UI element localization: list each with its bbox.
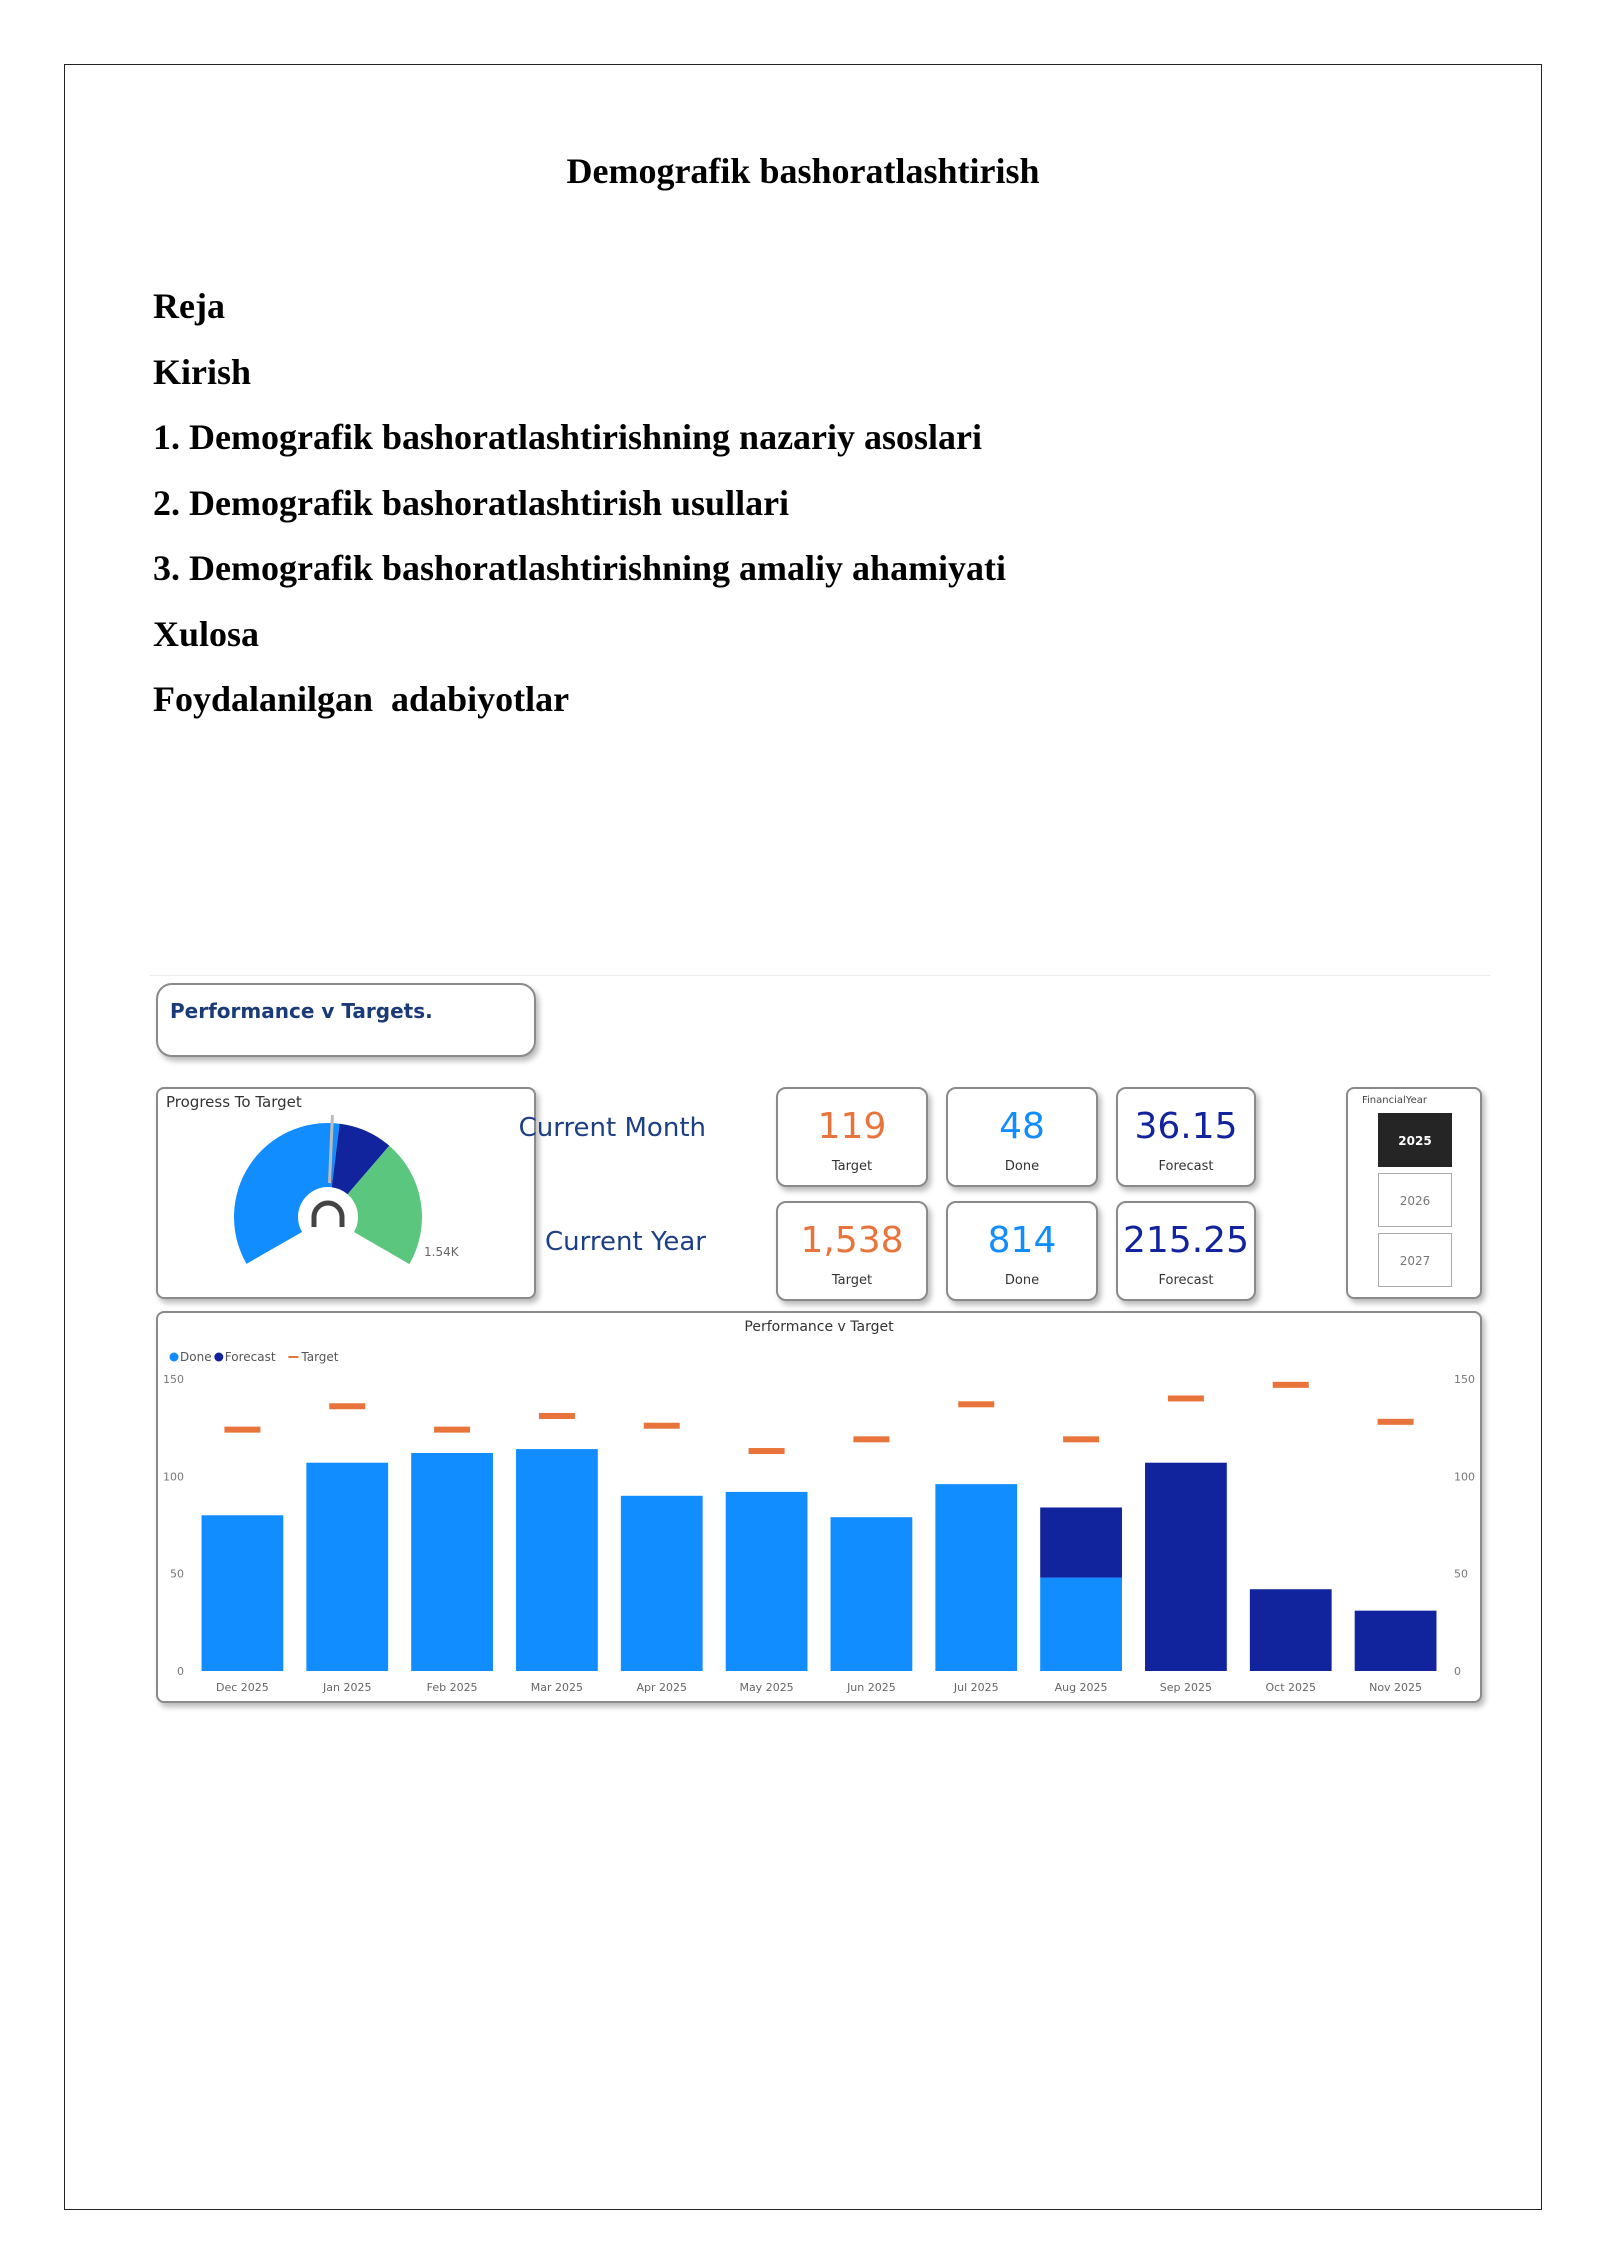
fy-option-2026[interactable]: 2026	[1378, 1173, 1452, 1227]
financial-year-title: FinancialYear	[1362, 1095, 1427, 1106]
kpi-month-done-caption: Done	[1004, 1159, 1040, 1174]
kpi-month-done	[946, 1087, 1098, 1187]
x-tick-label: Feb 2025	[426, 1681, 478, 1694]
target-marker	[434, 1427, 470, 1433]
kpi-year-done-caption: Done	[1004, 1273, 1040, 1288]
x-tick-label: Oct 2025	[1265, 1681, 1317, 1694]
target-marker	[853, 1436, 889, 1442]
target-marker	[539, 1413, 575, 1419]
kpi-year-target	[776, 1201, 928, 1301]
y-tick-left: 0	[177, 1665, 184, 1678]
progress-gauge	[158, 1089, 534, 1297]
target-marker	[1378, 1419, 1414, 1425]
dashboard-screenshot	[150, 975, 1490, 1715]
y-tick-right: 50	[1454, 1567, 1468, 1581]
legend-label-forecast: Forecast	[224, 1350, 276, 1364]
legend-label-done: Done	[180, 1350, 212, 1364]
performance-chart-card	[156, 1311, 1482, 1703]
target-marker	[644, 1423, 680, 1429]
kpi-year-forecast-value: 215.25	[1123, 1220, 1249, 1261]
y-tick-left: 50	[170, 1567, 184, 1581]
x-tick-label: Nov 2025	[1369, 1681, 1423, 1694]
y-tick-right: 150	[1454, 1373, 1475, 1386]
x-tick-label: Jan 2025	[323, 1681, 372, 1694]
toc-item-reja: Reja	[153, 286, 225, 326]
kpi-year-forecast-caption: Forecast	[1158, 1273, 1214, 1288]
kpi-month-forecast	[1116, 1087, 1256, 1187]
kpi-month-target-value: 119	[817, 1106, 887, 1147]
y-tick-right: 0	[1454, 1665, 1461, 1678]
document-title: Demografik bashoratlashtirish	[566, 151, 1040, 191]
toc-item-chapter-2: 2. Demografik bashoratlashtirish usullari	[153, 482, 790, 523]
bar-done	[726, 1492, 808, 1671]
x-tick-label: Aug 2025	[1054, 1681, 1108, 1694]
x-tick-label: Jun 2025	[847, 1681, 896, 1694]
gauge-title: Progress To Target	[166, 1093, 302, 1111]
x-tick-label: Jul 2025	[953, 1681, 999, 1694]
toc-item-references: Foydalanilgan adabiyotlar	[153, 679, 570, 719]
legend-marker-done	[170, 1353, 179, 1362]
target-marker	[958, 1401, 994, 1407]
target-marker	[749, 1448, 785, 1454]
x-tick-label: Apr 2025	[636, 1681, 688, 1694]
gauge-center-ring	[314, 1203, 342, 1227]
kpi-month-target-caption: Target	[831, 1159, 873, 1174]
kpi-month-forecast-value: 36.15	[1134, 1106, 1238, 1147]
legend-label-target: Target	[301, 1350, 339, 1364]
x-tick-label: Dec 2025	[216, 1681, 269, 1694]
current-year-label: Current Year	[545, 1227, 706, 1257]
toc-item-xulosa: Xulosa	[153, 613, 260, 654]
target-marker	[224, 1427, 260, 1433]
bar-done	[621, 1496, 703, 1671]
x-tick-label: May 2025	[739, 1681, 794, 1694]
kpi-year-forecast	[1116, 1201, 1256, 1301]
bar-done	[935, 1484, 1017, 1671]
gauge-max-label: 1.54K	[424, 1245, 459, 1259]
kpi-year-done-value: 814	[987, 1220, 1057, 1261]
progress-gauge-card	[156, 1087, 536, 1299]
x-tick-label: Mar 2025	[530, 1681, 584, 1694]
kpi-year-target-value: 1,538	[800, 1220, 904, 1261]
kpi-month-done-value: 48	[999, 1106, 1045, 1147]
kpi-year-done	[946, 1201, 1098, 1301]
y-tick-left: 100	[163, 1470, 184, 1484]
target-marker	[1168, 1395, 1204, 1401]
bar-done	[306, 1463, 388, 1671]
financial-year-slicer	[1346, 1087, 1482, 1299]
kpi-month-target	[776, 1087, 928, 1187]
dashboard-header-card	[156, 983, 536, 1057]
bar-forecast	[1250, 1589, 1332, 1671]
bar-done	[411, 1453, 493, 1671]
dashboard-header-title: Performance v Targets.	[170, 999, 433, 1023]
bar-done	[516, 1449, 598, 1671]
bar-forecast	[1040, 1507, 1122, 1577]
toc-item-chapter-1: 1. Demografik bashoratlashtirishning nazariy asoslari	[153, 417, 983, 457]
fy-option-2027[interactable]: 2027	[1378, 1233, 1452, 1287]
bar-forecast	[1355, 1611, 1437, 1671]
target-marker	[329, 1403, 365, 1409]
target-marker	[1063, 1436, 1099, 1442]
bar-done	[1040, 1578, 1122, 1671]
x-tick-label: Sep 2025	[1159, 1681, 1213, 1694]
target-marker	[1273, 1382, 1309, 1388]
toc-item-kirish: Kirish	[153, 351, 252, 392]
y-tick-left: 150	[163, 1373, 184, 1386]
y-tick-right: 100	[1454, 1470, 1475, 1484]
bar-done	[202, 1515, 284, 1671]
gauge-done-arc	[234, 1123, 340, 1264]
bar-done	[831, 1517, 913, 1671]
fy-option-2025[interactable]: 2025	[1378, 1113, 1452, 1167]
toc-item-chapter-3: 3. Demografik bashoratlashtirishning amaliy ahamiyati	[153, 548, 1007, 588]
kpi-month-forecast-caption: Forecast	[1158, 1159, 1214, 1174]
legend-marker-forecast	[214, 1353, 223, 1362]
performance-chart	[158, 1313, 1480, 1701]
current-month-label: Current Month	[518, 1113, 706, 1143]
table-of-contents	[153, 282, 1006, 741]
kpi-year-target-caption: Target	[831, 1273, 873, 1288]
dashboard-top-divider	[150, 975, 1490, 976]
chart-title: Performance v Target	[744, 1319, 894, 1335]
bar-forecast	[1145, 1463, 1227, 1671]
